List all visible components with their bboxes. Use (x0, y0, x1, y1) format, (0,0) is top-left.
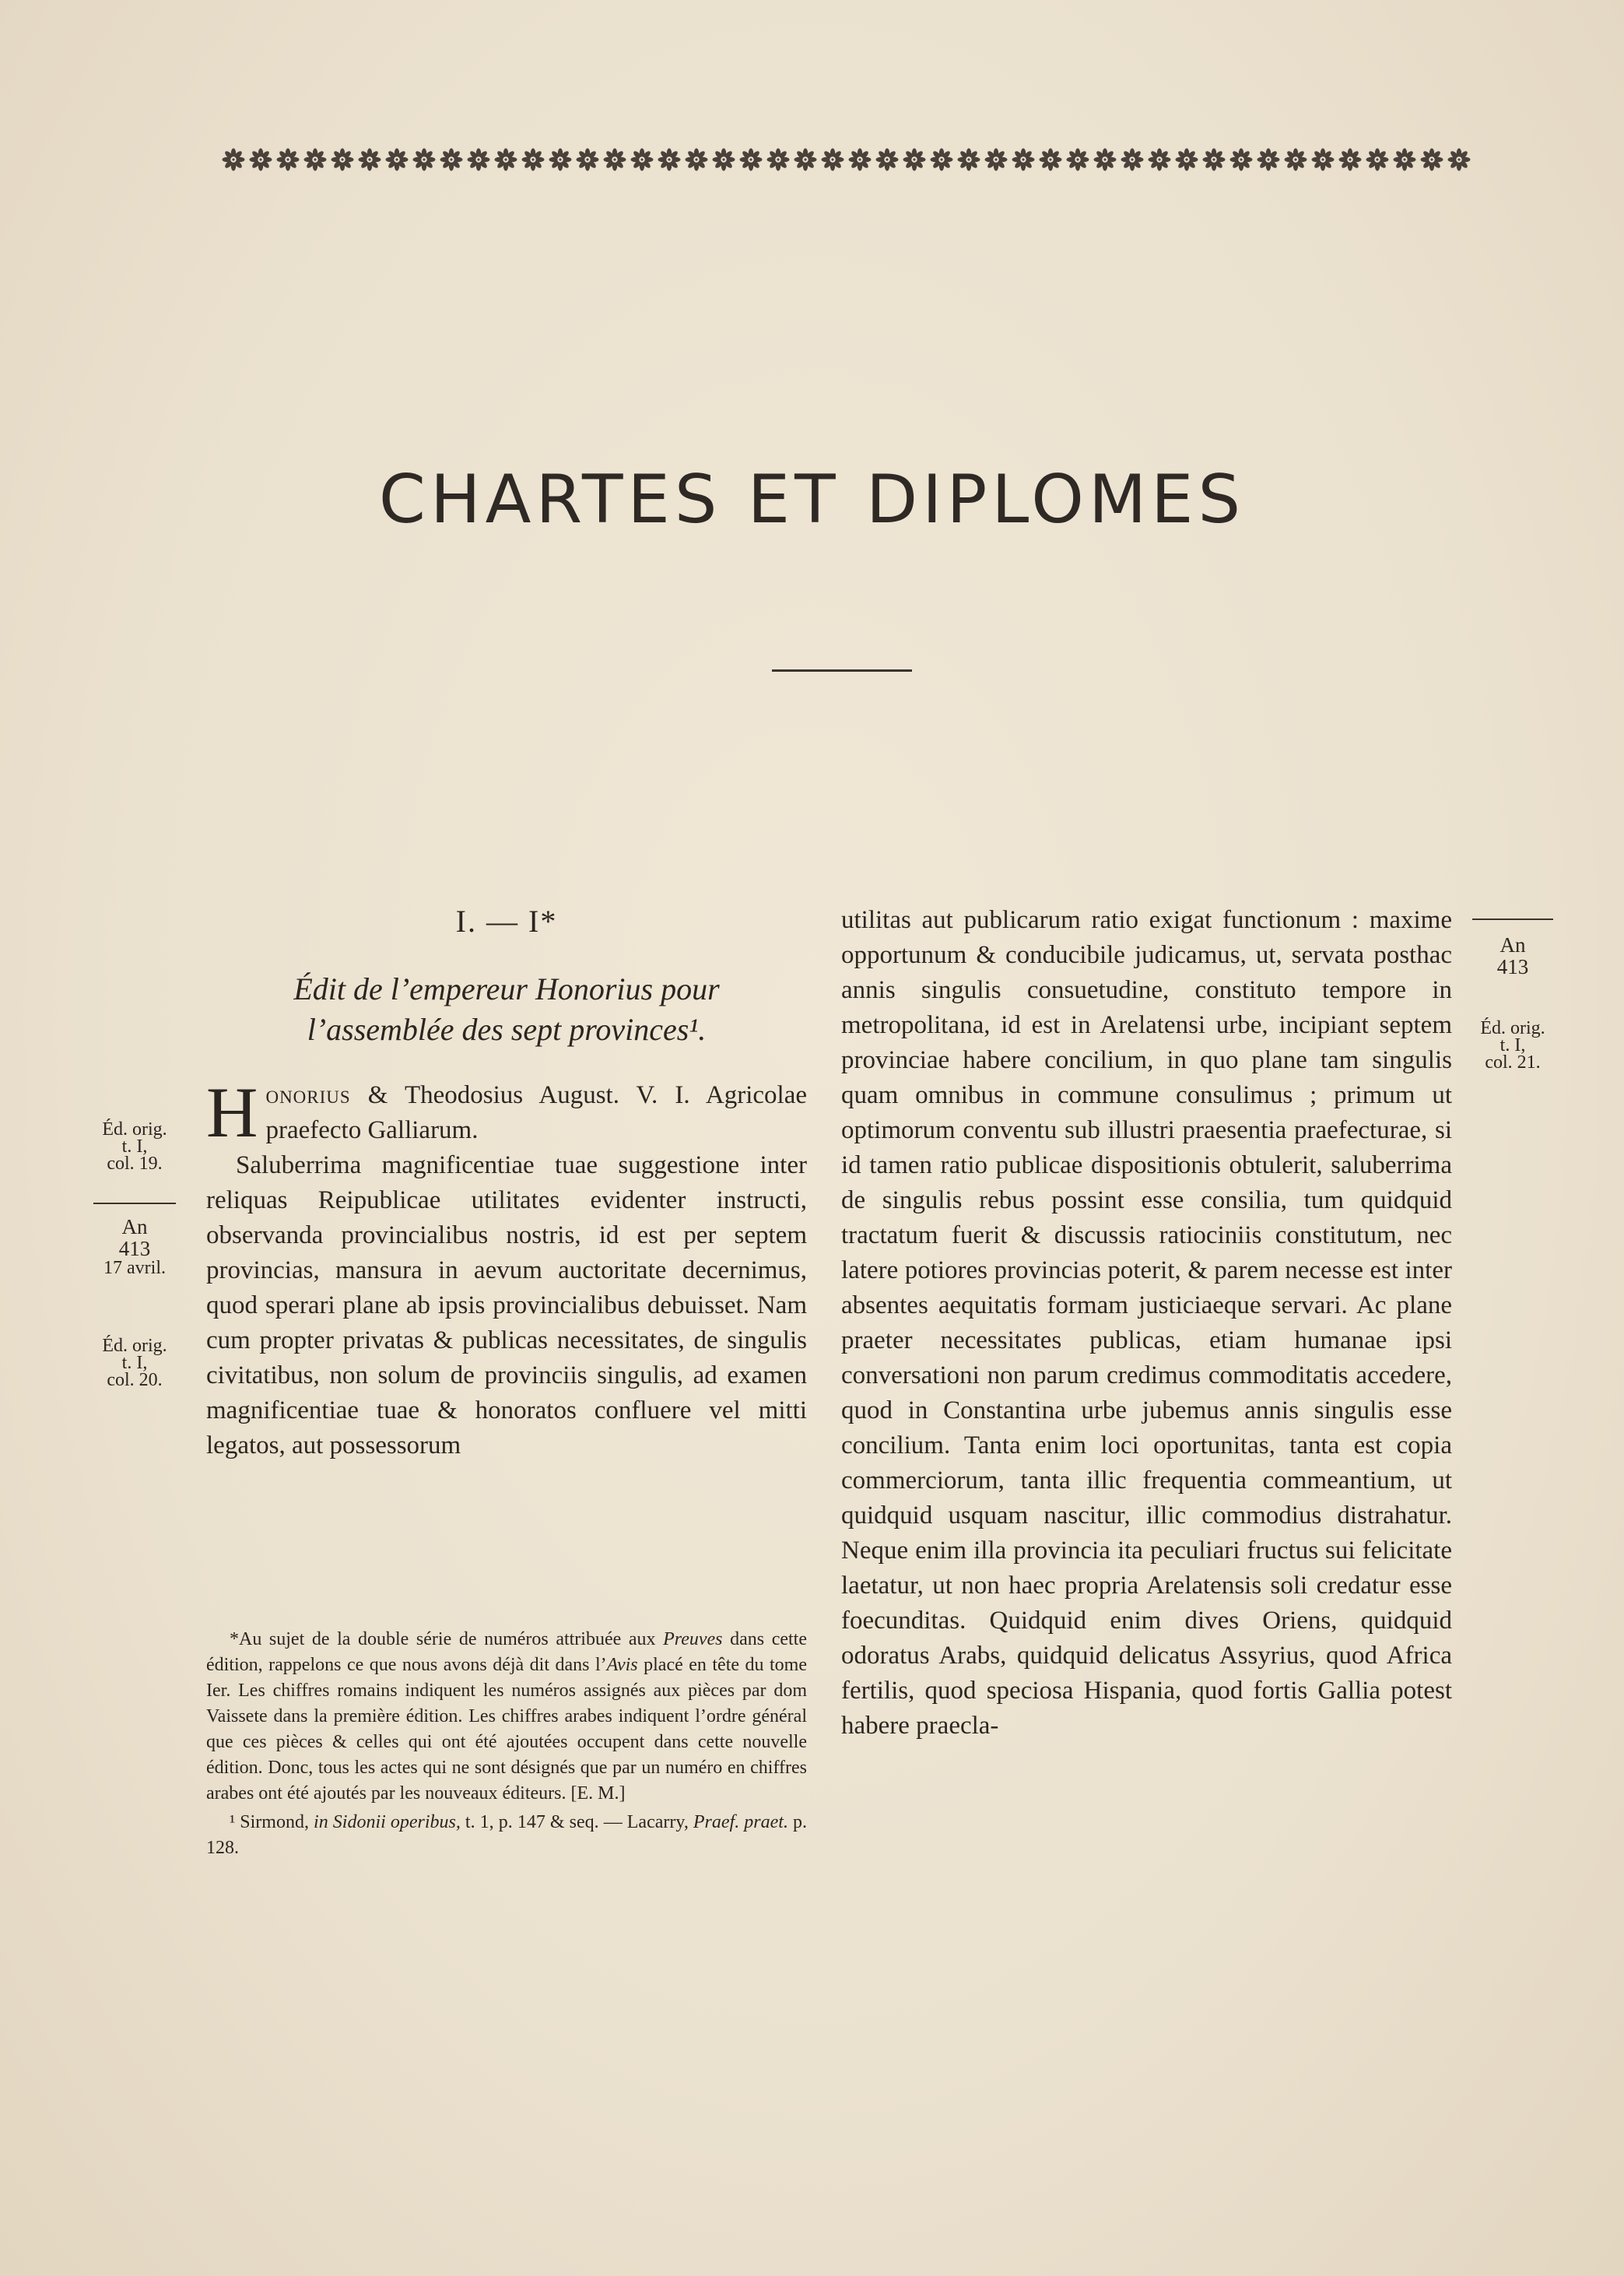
rosette-ornament-icon (440, 148, 463, 171)
page-title: CHARTES ET DIPLOMES (378, 461, 1246, 539)
show-through (864, 171, 1478, 950)
rosette-ornament-icon (358, 148, 381, 171)
margin-line: An (121, 1215, 148, 1238)
margin-rule (93, 1203, 176, 1204)
section-title: Édit de l’empereur Honorius pour l’assemblée des sept provinces¹. (293, 971, 720, 1047)
footnote-text: ¹ Sirmond, (230, 1812, 314, 1832)
rosette-ornament-icon (249, 148, 272, 171)
margin-line: col. 20. (107, 1370, 163, 1390)
left-column (206, 903, 807, 1463)
rosette-ornament-icon (331, 148, 354, 171)
rosette-ornament-icon (1229, 148, 1253, 171)
rosette-ornament-icon (766, 148, 790, 171)
margin-note-left-1 (92, 1121, 177, 1172)
margin-line: t. I, (121, 1353, 148, 1373)
footnote-italic: Preuves (663, 1629, 723, 1649)
rosette-ornament-icon (1257, 148, 1280, 171)
margin-note-left-3 (92, 1337, 177, 1389)
margin-line: 413 (118, 1237, 151, 1260)
rosette-ornament-icon (494, 148, 517, 171)
footnote-text: p. 128. (206, 1812, 808, 1858)
drop-cap: H (206, 1073, 258, 1152)
rosette-ornament-icon (1175, 148, 1198, 171)
rosette-ornament-icon (1311, 148, 1335, 171)
rosette-ornament-icon (957, 148, 980, 171)
rosette-ornament-icon (549, 148, 572, 171)
opening-line (206, 1073, 807, 1152)
rosette-ornament-icon (1093, 148, 1117, 171)
rosette-ornament-icon (276, 148, 300, 171)
footnote-star (206, 1627, 807, 1807)
footnote-italic: in Sidonii operibus, (314, 1812, 461, 1832)
rosette-ornament-icon (685, 148, 708, 171)
rosette-ornament-icon (603, 148, 626, 171)
rosette-ornament-icon (1366, 148, 1389, 171)
margin-note-left-2 (92, 1216, 177, 1277)
rosette-ornament-icon (1420, 148, 1443, 171)
left-paragraph: Saluberrima magnificentiae tuae suggestione inter reliquas Reipublicae utilitates evidenter instructi, observanda provincialibus nostris, id est per septem provincias, mansura in aevum auctoritate decernimus, quod sperari plane ab ipsis provincialibus debuisset. Nam cum propter privatas & publicas necessitates, de singulis civitatibus, non solum de provinciis singulis, ad examen magnificentiae tuae & honoratos confluere vel mitti legatos, aut possessorum (206, 1151, 807, 1459)
footnote-text: placé en tête du tome Ier. Les chiffres romains indiquent les numéros assignés aux pièces par dom Vaissete dans la première édition. Les chiffres arabes indiquent l’ordre général que ces pièces & celles qui ont été ajoutées occupent dans cette nouvelle édition. Donc, tous les actes qui ne sont désignés que par un numéro en chiffres arabes ont été ajoutés par les nouveaux éditeurs. [E. M.] (206, 1655, 808, 1804)
footnote-italic: Praef. praet. (693, 1812, 788, 1832)
rosette-ornament-icon (1447, 148, 1471, 171)
footnote-italic: Avis (606, 1655, 638, 1675)
ornament-band (222, 146, 1471, 173)
margin-line: An (1499, 933, 1526, 957)
title-rule (772, 669, 912, 672)
rosette-ornament-icon (576, 148, 599, 171)
margin-line: col. 21. (1485, 1052, 1541, 1073)
rosette-ornament-icon (903, 148, 926, 171)
margin-line: 17 avril. (103, 1258, 166, 1278)
rosette-ornament-icon (1012, 148, 1035, 171)
margin-note-right-2 (1463, 1020, 1563, 1071)
rosette-ornament-icon (630, 148, 654, 171)
rosette-ornament-icon (385, 148, 409, 171)
section-number: I. — I* (455, 904, 558, 939)
rosette-ornament-icon (984, 148, 1008, 171)
rosette-ornament-icon (467, 148, 490, 171)
rosette-ornament-icon (1121, 148, 1144, 171)
margin-line: t. I, (1499, 1035, 1526, 1055)
footnote-text: t. 1, p. 147 & seq. — Lacarry, (460, 1812, 693, 1832)
rosette-ornament-icon (303, 148, 327, 171)
rosette-ornament-icon (1039, 148, 1062, 171)
rosette-ornament-icon (848, 148, 872, 171)
rosette-ornament-icon (1066, 148, 1089, 171)
footnote-text: dans cette édition, rappelons ce que nous avons déjà dit dans l’ (206, 1629, 807, 1675)
rosette-ornament-icon (1202, 148, 1226, 171)
rosette-ornament-icon (794, 148, 817, 171)
margin-line: col. 19. (107, 1154, 163, 1174)
margin-line: 413 (1496, 955, 1529, 978)
margin-line: Éd. orig. (102, 1119, 167, 1140)
margin-note-right-1 (1474, 934, 1552, 978)
rosette-ornament-icon (1148, 148, 1171, 171)
margin-line: t. I, (121, 1136, 148, 1157)
margin-rule (1472, 918, 1553, 920)
rosette-ornament-icon (875, 148, 899, 171)
rosette-ornament-icon (1393, 148, 1416, 171)
right-column (841, 903, 1452, 1744)
opening-rest: & Theodosius August. V. I. Agricolae praefecto Galliarum. (265, 1081, 807, 1144)
rosette-ornament-icon (930, 148, 953, 171)
footnotes (206, 1627, 807, 1861)
rosette-ornament-icon (1284, 148, 1307, 171)
right-paragraph: utilitas aut publicarum ratio exigat functionum : maxime opportunum & conducibile judicamus, ut, servata posthac annis singulis consuetudine, constituto tempore in metropolitana, id est in Arelatensi urbe, incipiant septem provinciae habere concilium, in quo plane tam singulis quam omnibus in commune consulimus ; primum ut optimorum conventu sub illustri praesentia praefecturae, si id tamen ratio publicae dispositionis obtulerit, saluberrima de singulis rebus possint esse consilia, tum quidquid tractatum fuerit & discussis ratiociniis constitutum, nec latere potiores provincias poterit, & parem necesse est inter absentes aequitatis formam justiciaeque servari. Ac plane praeter necessitates publicas, etiam humanae ipsi conversationi non parum credimus commoditatis accedere, quod in Constantina urbe jubemus annis singulis esse concilium. Tanta enim loci oportunitas, tanta est copia commerciorum, tanta illic frequentia commeantium, ut quidquid usquam nascitur, illic commodius distrahatur. Neque enim illa provincia ita peculiari fructus sui felicitate laetatur, ut non haec propria Arelatensis soli credatur esse foecunditas. Quidquid enim dives Oriens, quidquid odoratus Arabs, quidquid delicatus Assyrius, quod Africa fertilis, quod speciosa Hispania, quod fortis Gallia potest habere praecla- (841, 906, 1452, 1740)
footnote-text: *Au sujet de la double série de numéros attribuée aux (230, 1629, 664, 1649)
rosette-ornament-icon (712, 148, 735, 171)
margin-line: Éd. orig. (102, 1336, 167, 1356)
rosette-ornament-icon (739, 148, 763, 171)
rosette-ornament-icon (222, 148, 245, 171)
rosette-ornament-icon (658, 148, 681, 171)
opening-smallcaps: onorius (265, 1081, 351, 1109)
rosette-ornament-icon (521, 148, 545, 171)
margin-line: Éd. orig. (1480, 1018, 1545, 1038)
footnote-1 (206, 1810, 807, 1861)
rosette-ornament-icon (412, 148, 436, 171)
rosette-ornament-icon (1338, 148, 1362, 171)
rosette-ornament-icon (821, 148, 844, 171)
